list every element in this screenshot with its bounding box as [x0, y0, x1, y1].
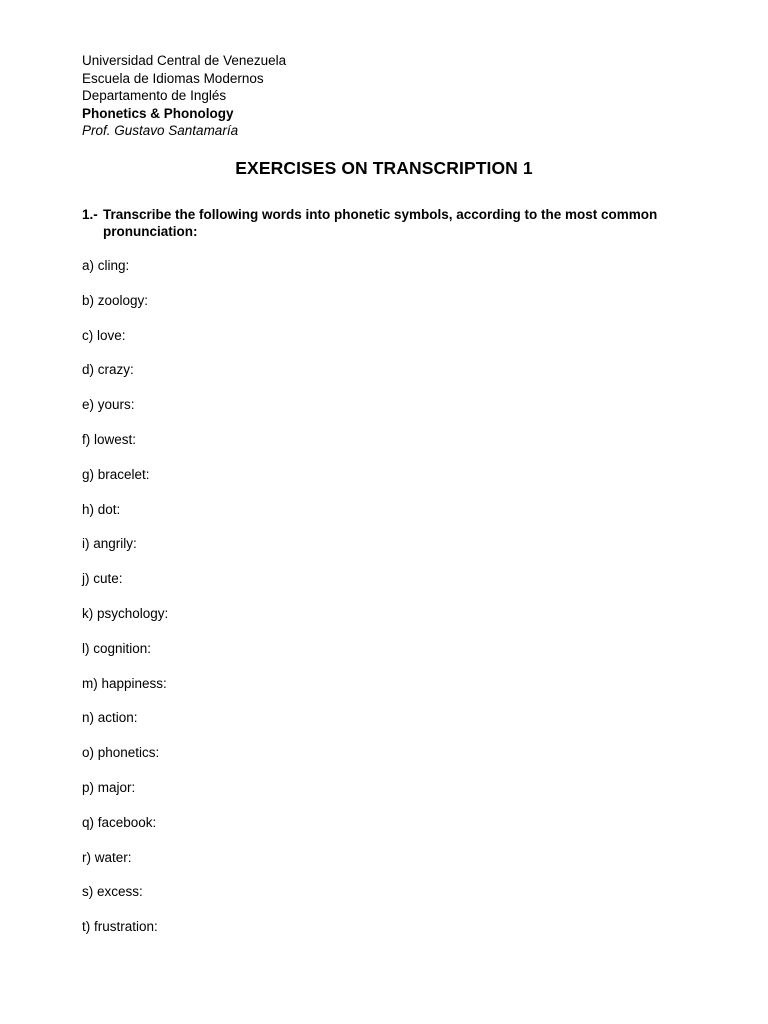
course-name: Phonetics & Phonology: [82, 105, 234, 121]
list-item: m) happiness:: [82, 675, 167, 691]
school-name: Escuela de Idiomas Modernos: [82, 70, 264, 86]
department-name: Departamento de Inglés: [82, 88, 227, 104]
instruction-line-1: Transcribe the following words into phonetic symbols, according to the most common: [103, 207, 658, 222]
list-item: b) zoology:: [82, 292, 149, 308]
list-item: n) action:: [82, 710, 138, 726]
list-item: d) crazy:: [82, 362, 134, 378]
list-item: p) major:: [82, 779, 136, 795]
list-item: o) phonetics:: [82, 745, 160, 761]
list-item: r) water:: [82, 849, 132, 865]
university-name: Universidad Central de Venezuela: [82, 53, 287, 68]
list-item: k) psychology:: [82, 605, 169, 621]
word-list: [82, 257, 168, 953]
list-item: e) yours:: [82, 397, 135, 413]
list-item: i) angrily:: [82, 536, 137, 552]
list-item: a) cling:: [82, 258, 130, 273]
list-item: l) cognition:: [82, 640, 152, 656]
exercise-instruction: [82, 206, 682, 240]
list-item: f) lowest:: [82, 431, 137, 447]
list-item: g) bracelet:: [82, 466, 150, 482]
list-item: t) frustration:: [82, 919, 158, 935]
list-item: s) excess:: [82, 884, 143, 900]
list-item: j) cute:: [82, 571, 123, 587]
exercise-number: 1.-: [82, 207, 98, 222]
instruction-line-2: pronunciation:: [103, 224, 198, 239]
list-item: c) love:: [82, 327, 126, 343]
document-header: [82, 52, 286, 140]
list-item: q) facebook:: [82, 814, 157, 830]
professor-name: Prof. Gustavo Santamaría: [82, 123, 239, 139]
page-title: EXERCISES ON TRANSCRIPTION 1: [235, 158, 533, 178]
list-item: h) dot:: [82, 501, 121, 517]
